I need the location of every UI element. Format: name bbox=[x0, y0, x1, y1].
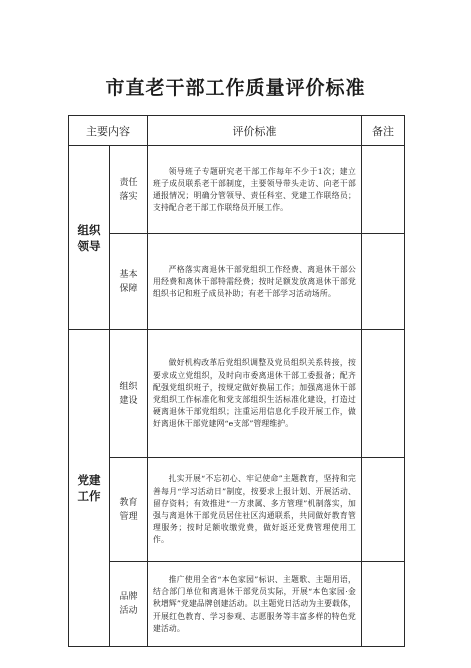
remark-cell bbox=[362, 146, 405, 234]
category-label: 组织领导 bbox=[77, 222, 101, 253]
standard-cell: 严格落实离退休干部党组织工作经费、离退休干部公用经费和离休干部特需经费；按时足额发放离退休干部党组织书记和班子成员补助；有老干部学习活动场所。 bbox=[148, 234, 362, 330]
category-cell bbox=[69, 146, 110, 330]
item-name-cell bbox=[110, 234, 148, 330]
evaluation-table bbox=[68, 115, 405, 647]
item-name-cell bbox=[110, 146, 148, 234]
table-row bbox=[69, 458, 405, 562]
item-name: 责任落实 bbox=[119, 177, 138, 202]
item-name: 组织建设 bbox=[119, 381, 138, 406]
item-name-cell bbox=[110, 562, 148, 647]
table-row bbox=[69, 562, 405, 647]
category-label: 党建工作 bbox=[77, 473, 101, 503]
standard-cell: 推广使用全省“本色家园”标识、主题歌、主题用语，结合部门单位和离退休干部党员实际，开展“本色家园·金秋增辉”党建品牌创建活动。以主题党日活动为主要载体，开展红色教育、学习参观、志愿服务等丰富多样的特色党建活动。 bbox=[148, 562, 362, 647]
page-title: 市直老干部工作质量评价标准 bbox=[105, 77, 366, 99]
item-name-cell bbox=[110, 330, 148, 458]
item-name: 基本保障 bbox=[119, 269, 138, 294]
table-row bbox=[69, 234, 405, 330]
table-row bbox=[69, 146, 405, 234]
category-cell bbox=[69, 330, 110, 647]
header-main-content: 主要内容 bbox=[69, 116, 148, 146]
remark-cell bbox=[362, 458, 405, 562]
standard-cell: 做好机构改革后党组织调整及党员组织关系转接，按要求成立党组织，及时向市委离退休干部工委报备；配齐配强党组织班子，按规定做好换届工作；加强离退休干部党组织工作标准化和党支部组织生活标准化建设，打造过硬离退休干部党组织；注重运用信息化手段开展工作，做好离退休干部党建网“e支部”管理维护。 bbox=[148, 330, 362, 458]
header-standard: 评价标准 bbox=[148, 116, 362, 146]
item-name: 教育管理 bbox=[119, 497, 138, 522]
table-header-row bbox=[69, 116, 405, 146]
item-name: 品牌活动 bbox=[119, 592, 138, 616]
remark-cell bbox=[362, 330, 405, 458]
remark-cell bbox=[362, 562, 405, 647]
item-name-cell bbox=[110, 458, 148, 562]
standard-cell: 领导班子专题研究老干部工作每年不少于1次；建立班子成员联系老干部制度，主要领导带头走访、向老干部通报情况；明确分管领导、责任科室、党建工作联络员；支持配合老干部工作联络员开展工作。 bbox=[148, 146, 362, 234]
table-row bbox=[69, 330, 405, 458]
standard-cell: 扎实开展“不忘初心、牢记使命”主题教育，坚持和完善每月“学习活动日”制度，按要求上报计划、开展活动、留存资料；有效推进“一方隶属、多方管理”机制落实，加强与离退休干部党员居住社区沟通联系，共同做好教育管理服务；按时足额收缴党费，做好返还党费管理使用工作。 bbox=[148, 458, 362, 562]
remark-cell bbox=[362, 234, 405, 330]
header-remark: 备注 bbox=[362, 116, 405, 146]
